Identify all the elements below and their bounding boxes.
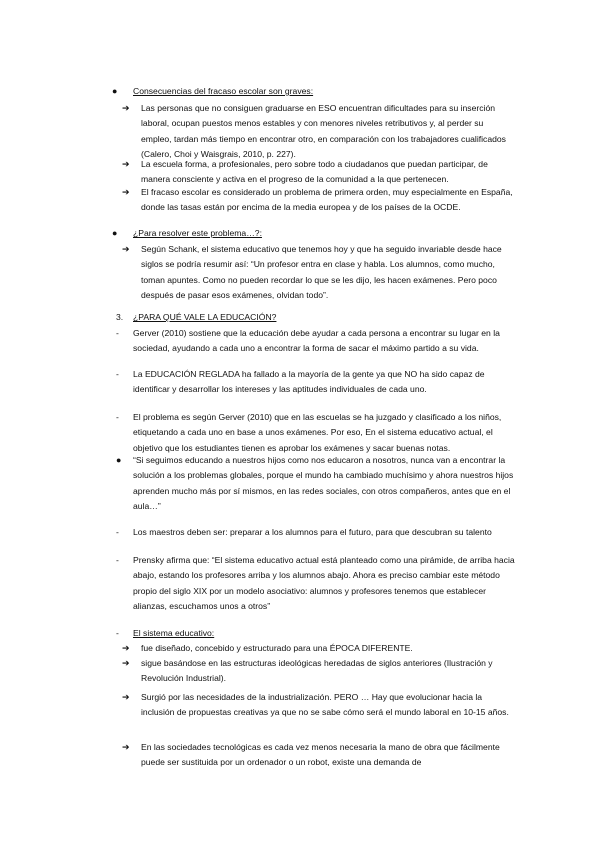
- paragraph-text: El problema es según Gerver (2010) que en las escuelas se ha juzgado y clasificado a los niños, etiquetando a cada uno en base a unos exámenes. Por eso, En el sistema educativo actual, el objetivo que los estudiantes tienen es aprobar los exámenes y sacar buenas notas.: [133, 412, 502, 453]
- arrow-item-text: La escuela forma, a profesionales, pero sobre todo a ciudadanos que puedan participar, de manera consciente y activa en el progreso de la comunidad a la que pertenecen.: [141, 159, 488, 185]
- arrow-item-text: sigue basándose en las estructuras ideológicas heredadas de siglos anteriores (Ilustración y Revolución Industrial).: [141, 658, 493, 684]
- bullet-marker: ●: [112, 228, 118, 238]
- arrow-item-text: fue diseñado, concebido y estructurado para una ÉPOCA DIFERENTE.: [141, 643, 413, 653]
- arrow-item-text: En las sociedades tecnológicas es cada vez menos necesaria la mano de obra que fácilmente puede ser sustituida por un ordenador o un robot, existe una demanda de: [141, 742, 500, 768]
- arrow-item: [122, 641, 516, 656]
- arrow-item: [122, 656, 516, 687]
- dash-paragraph: [116, 326, 516, 357]
- section-heading: El sistema educativo:: [133, 628, 215, 638]
- dash-marker: -: [116, 369, 119, 379]
- bullet-item-resolver: [112, 226, 512, 241]
- arrow-icon: ➔: [122, 742, 130, 752]
- dash-paragraph: [116, 410, 516, 456]
- dash-marker: -: [116, 628, 119, 638]
- arrow-icon: ➔: [122, 187, 130, 197]
- paragraph-text: Prensky afirma que: “El sistema educativo actual está planteado como una pirámide, de arriba hacia abajo, estando los profesores arriba y los alumnos abajo. Ahora es preciso cambiar este método propio del siglo XIX por un modelo asociativo: alumnos y profesores tenemos que establecer alianzas, escuchamos unos a otros”: [133, 555, 515, 612]
- arrow-icon: ➔: [122, 244, 130, 254]
- quote-text: “Si seguimos educando a nuestros hijos como nos educaron a nosotros, nunca van a encontrar la solución a los problemas globales, porque el mundo ha cambiado muchísimo y ahora nuestros hijos aprenden mucho más por sí mismos, en las redes sociales, con otros compañeros, antes que en el aula…”: [133, 455, 514, 512]
- dash-heading: [116, 626, 516, 641]
- arrow-icon: ➔: [122, 643, 130, 653]
- section-number: 3.: [116, 312, 124, 322]
- arrow-item-text: Surgió por las necesidades de la industrialización. PERO … Hay que evolucionar hacia la inclusión de propuestas creativas ya que no se sabe cómo será el mundo laboral en 10-15 años.: [141, 692, 509, 718]
- quote-bullet: [116, 453, 516, 515]
- section-heading: ¿Para resolver este problema…?:: [133, 228, 262, 238]
- dash-paragraph: [116, 553, 516, 615]
- arrow-item: [122, 157, 516, 188]
- paragraph-text: La EDUCACIÓN REGLADA ha fallado a la mayoría de la gente ya que NO ha sido capaz de identificar y desarrollar los intereses y las aptitudes individuales de cada uno.: [133, 369, 485, 395]
- arrow-item-text: Las personas que no consiguen graduarse en ESO encuentran dificultades para su inserción laboral, ocupan puestos menos estables y con menores niveles retributivos y, al perder su empleo, tardan más tiempo en encontrar otro, en comparación con los trabajadores cualificados (Calero, Choi y Waisgrais, 2010, p. 227).: [141, 103, 506, 160]
- arrow-item: [122, 690, 516, 721]
- dash-marker: -: [116, 328, 119, 338]
- bullet-marker: ●: [112, 86, 118, 96]
- arrow-item: [122, 185, 516, 216]
- dash-marker: -: [116, 412, 119, 422]
- arrow-item: [122, 242, 516, 304]
- arrow-item-text: Según Schank, el sistema educativo que tenemos hoy y que ha seguido invariable desde hace siglos se podría resumir así: “Un profesor entra en clase y habla. Los alumnos, como mucho, toman apuntes. Como no pueden recordar lo que se les dijo, les hacen exámenes. Pero poco después de pasar esos exámenes, olvidan todo”.: [141, 244, 502, 301]
- arrow-icon: ➔: [122, 658, 130, 668]
- arrow-item: [122, 101, 516, 163]
- bullet-item-consecuencias: [112, 84, 512, 99]
- arrow-icon: ➔: [122, 692, 130, 702]
- arrow-icon: ➔: [122, 103, 130, 113]
- dash-marker: -: [116, 527, 119, 537]
- arrow-icon: ➔: [122, 159, 130, 169]
- section-heading: Consecuencias del fracaso escolar son graves:: [133, 86, 314, 96]
- dash-paragraph: [116, 367, 516, 398]
- paragraph-text: Los maestros deben ser: preparar a los alumnos para el futuro, para que descubran su talento: [133, 527, 492, 537]
- dash-marker: -: [116, 555, 119, 565]
- section-heading: ¿PARA QUÉ VALE LA EDUCACIÓN?: [133, 312, 277, 322]
- bullet-marker: ●: [116, 455, 122, 465]
- arrow-item: [122, 740, 516, 771]
- paragraph-text: Gerver (2010) sostiene que la educación debe ayudar a cada persona a encontrar su lugar en la sociedad, ayudando a cada uno a encontrar la forma de sacar el máximo partido a su vida.: [133, 328, 500, 354]
- numbered-heading: [116, 310, 516, 325]
- arrow-item-text: El fracaso escolar es considerado un problema de primera orden, muy especialmente en España, donde las tasas están por encima de la media europea y de los países de la OCDE.: [141, 187, 513, 213]
- dash-paragraph: [116, 525, 516, 540]
